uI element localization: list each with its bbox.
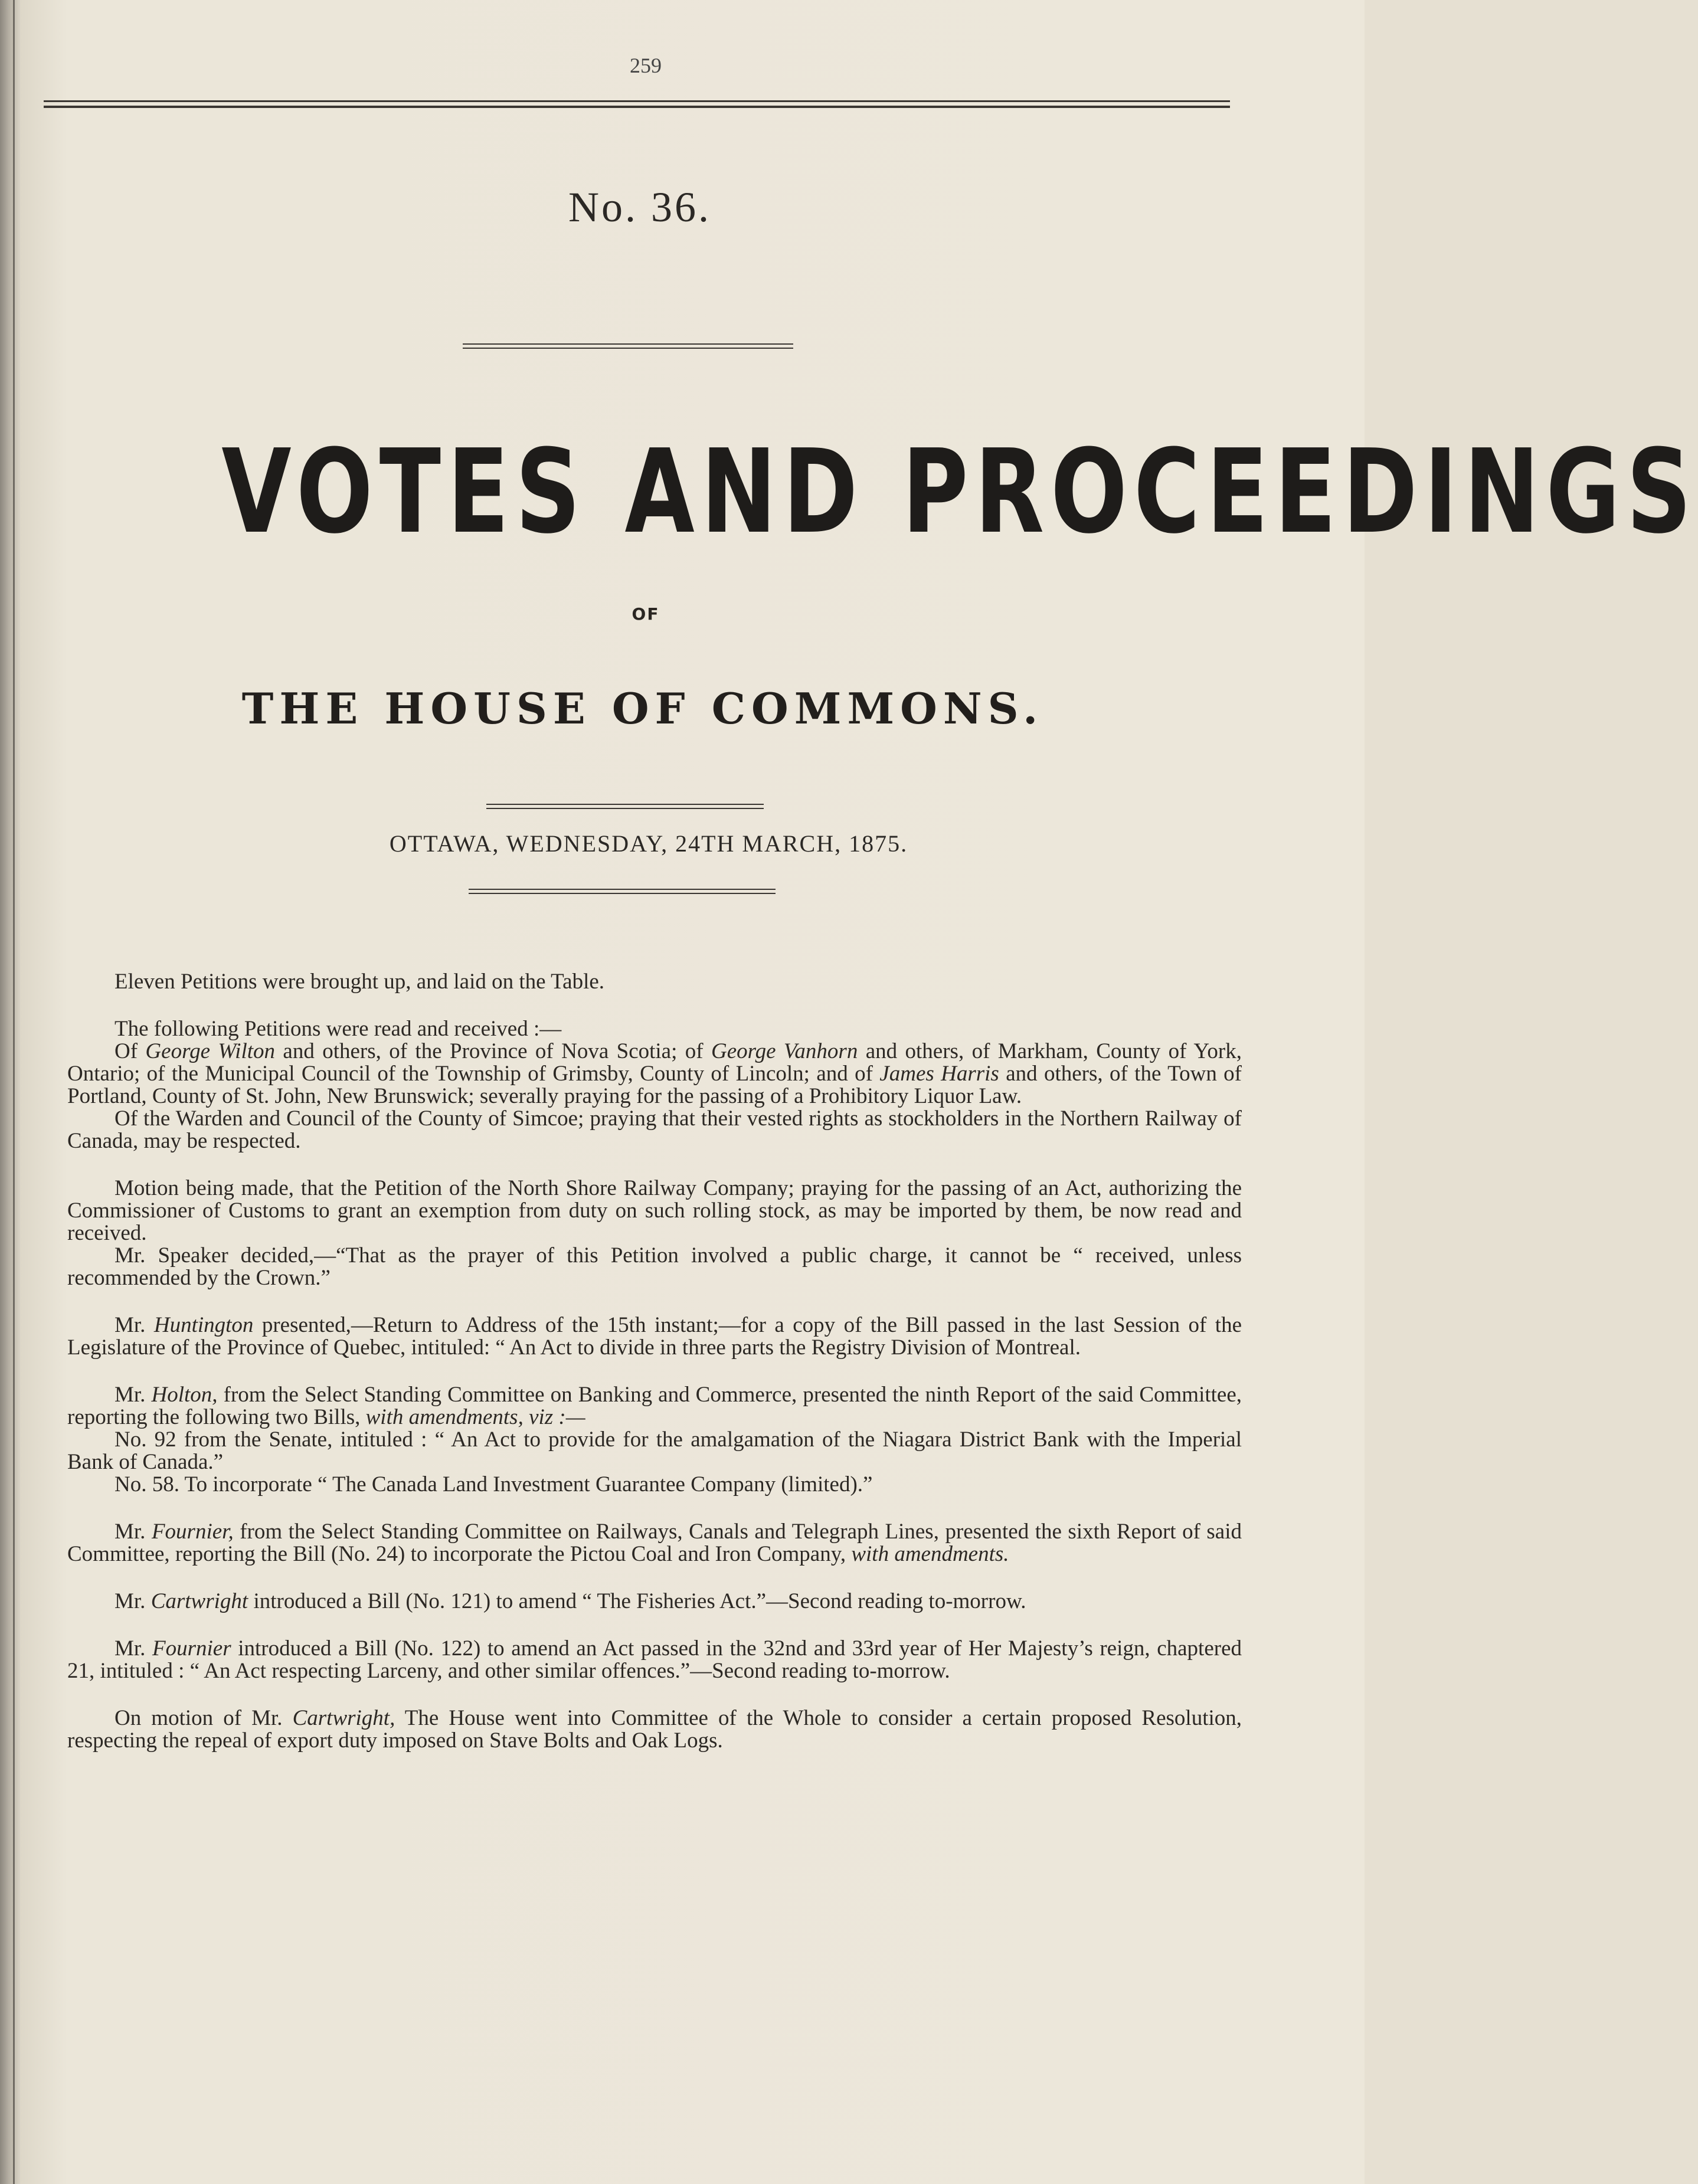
paragraph bbox=[67, 1108, 1242, 1152]
separator-rule-2 bbox=[486, 804, 764, 810]
spine-edge bbox=[13, 0, 15, 2184]
italic-name: Cartwright, bbox=[292, 1706, 395, 1730]
paragraph bbox=[67, 1474, 1242, 1496]
proceedings-body bbox=[67, 971, 1242, 1752]
paragraph bbox=[67, 1177, 1242, 1245]
issue-number: No. 36. bbox=[568, 184, 711, 231]
italic-name: with amendments, viz :— bbox=[365, 1405, 585, 1429]
paragraph bbox=[67, 1384, 1242, 1429]
rule-line-upper bbox=[44, 100, 1230, 102]
text-run: and others, of Markham, County of York, Ontario; of the Municipal Council of the Township of Grimsby, County of Lincoln; and of bbox=[67, 1039, 1242, 1086]
paragraph bbox=[67, 1040, 1242, 1108]
text-run: from the Select Standing Committee on Banking and Commerce, presented the ninth Report of the said Committee, reporting the following two Bills, bbox=[67, 1383, 1242, 1429]
text-run: Mr. Speaker decided,—“That as the prayer of this Petition involved a public charge, it cannot be “ received, unless recommended by the Crown.” bbox=[67, 1243, 1242, 1290]
text-run: Mr. bbox=[114, 1383, 152, 1407]
paragraph bbox=[67, 971, 1242, 993]
text-run: No. 92 from the Senate, intituled : “ An Act to provide for the amalgamation of the Niagara District Bank with the Imperial Bank of Canada.” bbox=[67, 1427, 1242, 1474]
text-run: The following Petitions were read and received :— bbox=[114, 1017, 562, 1041]
paragraph bbox=[67, 1018, 1242, 1040]
text-run: presented,—Return to Address of the 15th instant;—for a copy of the Bill passed in the last Session of the Legislature of the Province of Quebec, intituled: “ An Act to divide in three parts the Registry Division of Montreal. bbox=[67, 1313, 1242, 1360]
text-run: introduced a Bill (No. 122) to amend an Act passed in the 32nd and 33rd year of Her Majesty’s reign, chaptered 21, intituled : “ An Act respecting Larceny, and other similar offences.”—Second reading to-morrow. bbox=[67, 1636, 1242, 1683]
header-double-rule bbox=[44, 100, 1230, 109]
italic-name: Holton, bbox=[151, 1383, 218, 1407]
text-run: introduced a Bill (No. 121) to amend “ The Fisheries Act.”—Second reading to-morrow. bbox=[248, 1589, 1026, 1613]
text-run: Mr. bbox=[114, 1520, 152, 1544]
text-run: and others, of the Province of Nova Scotia; of bbox=[275, 1039, 711, 1063]
paragraph bbox=[67, 1429, 1242, 1474]
text-run: Of bbox=[114, 1039, 146, 1063]
paragraph bbox=[67, 1314, 1242, 1359]
text-run: Mr. bbox=[114, 1636, 153, 1661]
book-spine bbox=[0, 0, 20, 2184]
text-run: Motion being made, that the Petition of the North Shore Railway Company; praying for the passing of an Act, authorizing the Commissioner of Customs to grant an exemption from duty on such rolling stock, as may be imported by them, be now read and received. bbox=[67, 1176, 1242, 1245]
italic-name: George Wilton bbox=[145, 1039, 276, 1063]
rule-line-lower bbox=[44, 106, 1230, 108]
paragraph bbox=[67, 1590, 1242, 1613]
italic-name: Huntington bbox=[153, 1313, 254, 1337]
italic-name: Fournier bbox=[152, 1636, 231, 1661]
paragraph bbox=[67, 1707, 1242, 1752]
text-run: Mr. bbox=[114, 1589, 151, 1613]
italic-name: George Vanhorn bbox=[711, 1039, 858, 1063]
paragraph bbox=[67, 1245, 1242, 1289]
italic-name: Cartwright bbox=[151, 1589, 248, 1613]
house-title: THE HOUSE OF COMMONS. bbox=[241, 683, 1044, 734]
main-title: VOTES AND PROCEEDINGS bbox=[221, 425, 1698, 559]
italic-name: James Harris bbox=[879, 1062, 999, 1086]
separator-rule-1 bbox=[463, 343, 793, 349]
italic-name: Fournier, bbox=[151, 1520, 234, 1544]
text-run: No. 58. To incorporate “ The Canada Land Investment Guarantee Company (limited).” bbox=[114, 1472, 873, 1497]
text-run: Mr. bbox=[114, 1313, 154, 1337]
page-number: 259 bbox=[630, 54, 662, 77]
title-of-word: OF bbox=[632, 604, 660, 624]
separator-rule-3 bbox=[469, 889, 776, 895]
paragraph bbox=[67, 1638, 1242, 1682]
italic-name: with amendments. bbox=[851, 1542, 1009, 1566]
dateline: OTTAWA, WEDNESDAY, 24TH MARCH, 1875. bbox=[389, 830, 908, 857]
text-run: Of the Warden and Council of the County of Simcoe; praying that their vested rights as stockholders in the Northern Railway of Canada, may be respected. bbox=[67, 1106, 1242, 1153]
text-run: Eleven Petitions were brought up, and laid on the Table. bbox=[114, 970, 605, 994]
text-run: and others, of the Town of Portland, County of St. John, New Brunswick; severally praying for the passing of a Prohibitory Liquor Law. bbox=[67, 1062, 1242, 1108]
text-run: The House went into Committee of the Whole to consider a certain proposed Resolution, respecting the repeal of export duty imposed on Stave Bolts and Oak Logs. bbox=[67, 1706, 1242, 1753]
text-run: On motion of Mr. bbox=[114, 1706, 293, 1730]
document-page bbox=[20, 0, 1698, 2184]
text-run: from the Select Standing Committee on Railways, Canals and Telegraph Lines, presented the sixth Report of said Committee, reporting the Bill (No. 24) to incorporate the Pictou Coal and Iron Company, bbox=[67, 1520, 1242, 1566]
paragraph bbox=[67, 1521, 1242, 1566]
